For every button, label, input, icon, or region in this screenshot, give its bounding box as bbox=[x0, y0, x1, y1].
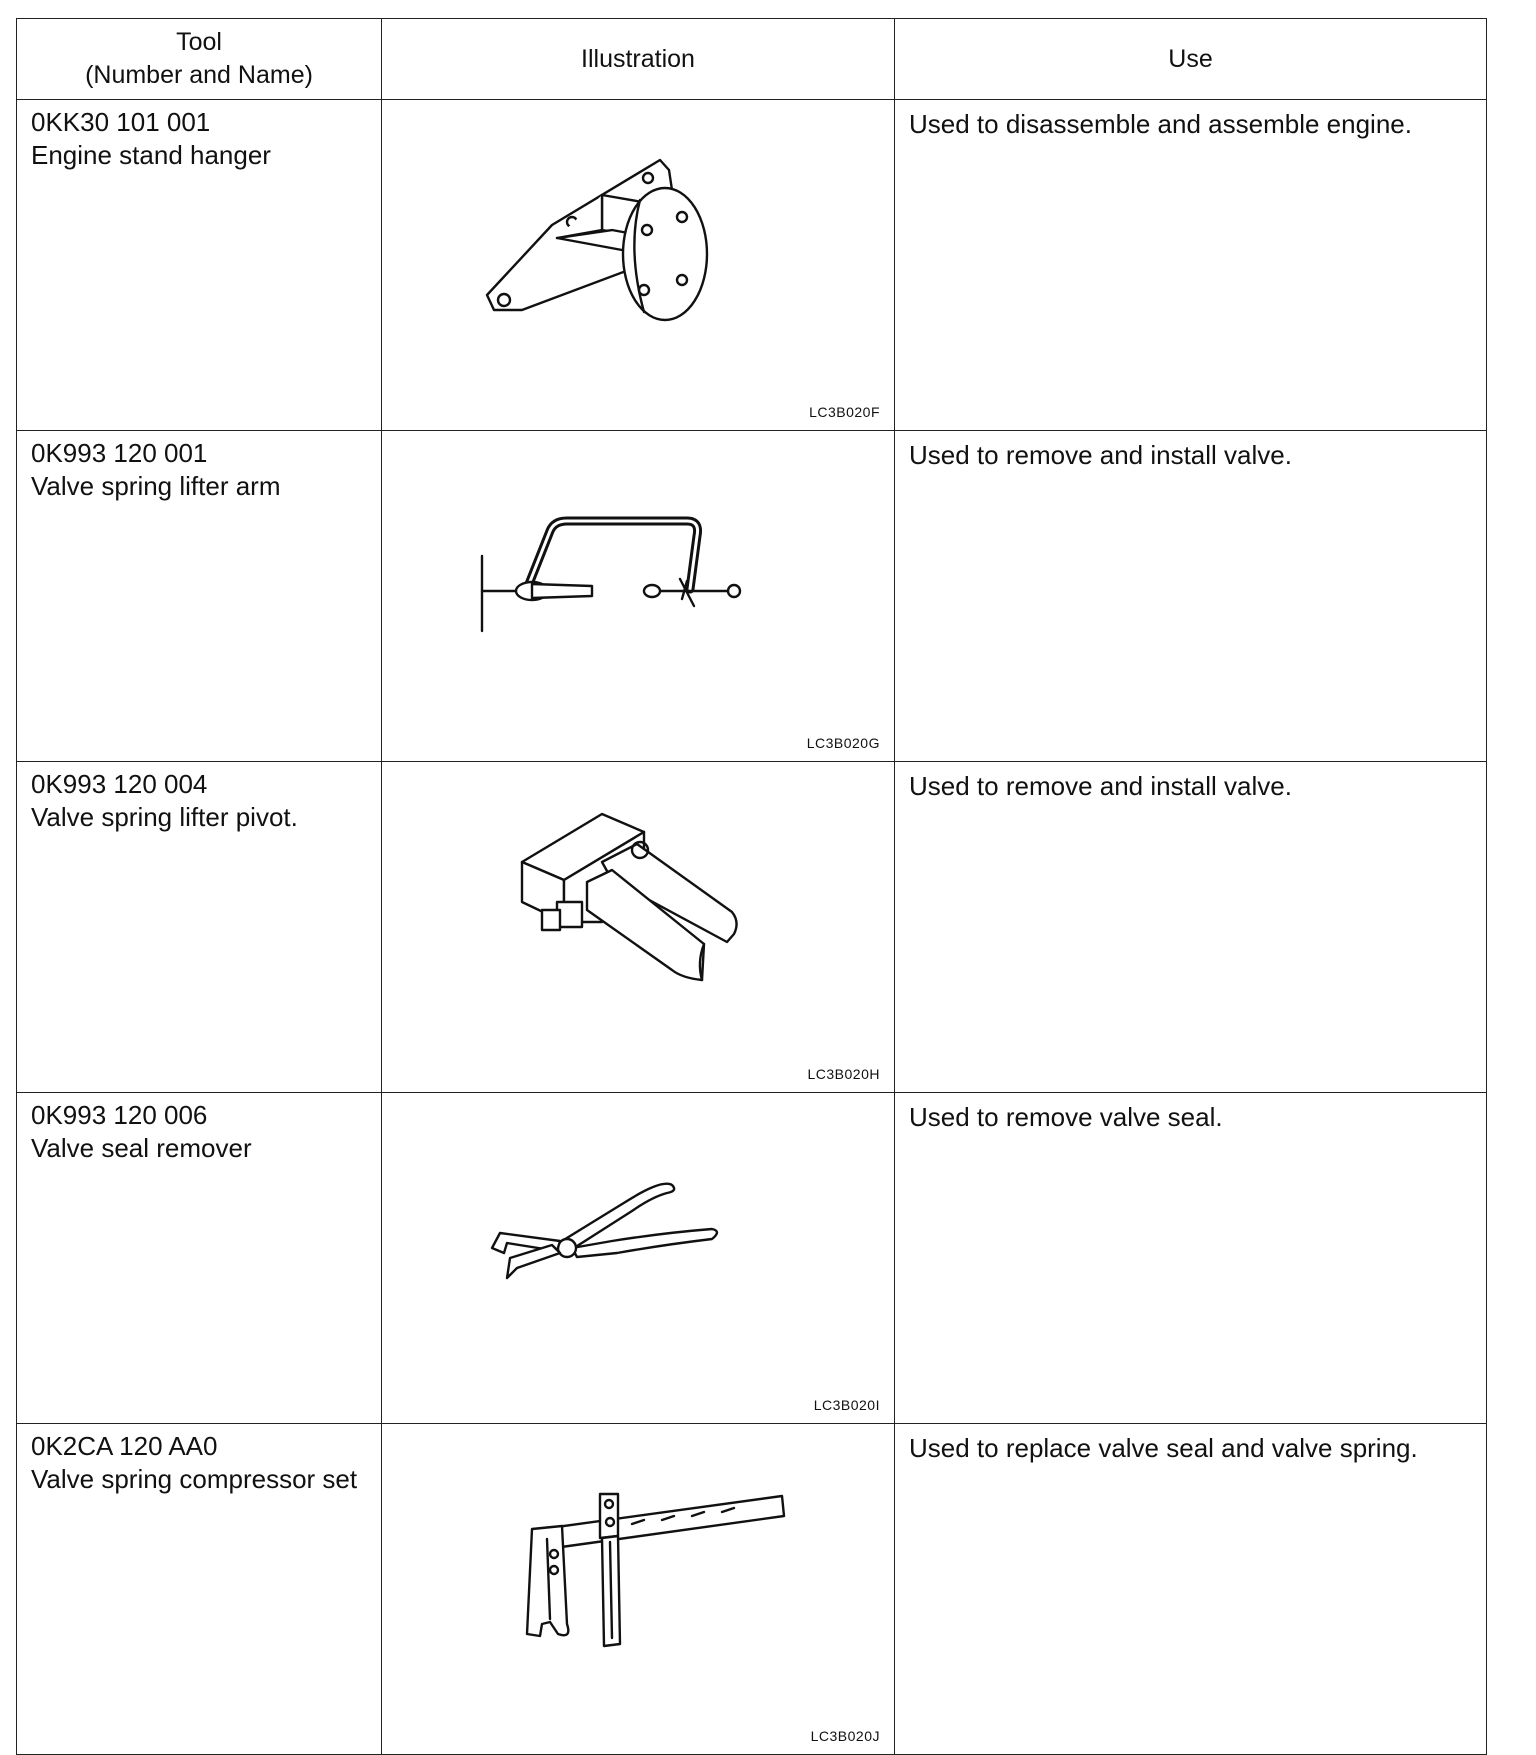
valve-spring-lifter-arm-icon bbox=[382, 431, 895, 747]
table-row bbox=[17, 431, 1487, 762]
valve-spring-compressor-icon bbox=[382, 1424, 895, 1740]
illustration-cell bbox=[382, 431, 895, 762]
use-cell: Used to remove and install valve. bbox=[895, 762, 1487, 1093]
header-illustration: Illustration bbox=[382, 19, 895, 100]
table-row bbox=[17, 1424, 1487, 1755]
tool-name: Engine stand hanger bbox=[31, 140, 271, 170]
tool-number: 0K993 120 001 bbox=[31, 438, 208, 468]
illustration-cell bbox=[382, 1424, 895, 1755]
tool-cell bbox=[17, 762, 382, 1093]
illustration-code: LC3B020J bbox=[810, 1728, 880, 1744]
illustration-code: LC3B020G bbox=[806, 735, 880, 751]
use-cell: Used to remove valve seal. bbox=[895, 1093, 1487, 1424]
tool-cell bbox=[17, 100, 382, 431]
tool-number: 0K993 120 004 bbox=[31, 769, 208, 799]
tool-name: Valve spring compressor set bbox=[31, 1464, 358, 1494]
tool-name: Valve seal remover bbox=[31, 1133, 252, 1163]
tool-cell bbox=[17, 1424, 382, 1755]
header-use: Use bbox=[895, 19, 1487, 100]
table-row bbox=[17, 1093, 1487, 1424]
table-row bbox=[17, 100, 1487, 431]
tool-name: Valve spring lifter arm bbox=[31, 471, 281, 501]
header-tool: Tool (Number and Name) bbox=[17, 19, 382, 100]
tool-name: Valve spring lifter pivot. bbox=[31, 802, 298, 832]
illustration-cell bbox=[382, 762, 895, 1093]
illustration-code: LC3B020I bbox=[813, 1397, 880, 1413]
illustration-cell bbox=[382, 1093, 895, 1424]
valve-spring-lifter-pivot-icon bbox=[382, 762, 895, 1078]
special-tools-table bbox=[16, 18, 1487, 1755]
header-row bbox=[17, 19, 1487, 100]
use-cell: Used to replace valve seal and valve spring. bbox=[895, 1424, 1487, 1755]
tool-number: 0K2CA 120 AA0 bbox=[31, 1431, 218, 1461]
tool-cell bbox=[17, 1093, 382, 1424]
engine-stand-hanger-icon bbox=[382, 100, 895, 416]
table-row bbox=[17, 762, 1487, 1093]
illustration-code: LC3B020H bbox=[807, 1066, 880, 1082]
use-cell: Used to disassemble and assemble engine. bbox=[895, 100, 1487, 431]
illustration-cell bbox=[382, 100, 895, 431]
valve-seal-remover-icon bbox=[382, 1093, 895, 1409]
tool-number: 0KK30 101 001 bbox=[31, 107, 211, 137]
tool-cell bbox=[17, 431, 382, 762]
illustration-code: LC3B020F bbox=[809, 404, 880, 420]
use-cell: Used to remove and install valve. bbox=[895, 431, 1487, 762]
tool-number: 0K993 120 006 bbox=[31, 1100, 208, 1130]
